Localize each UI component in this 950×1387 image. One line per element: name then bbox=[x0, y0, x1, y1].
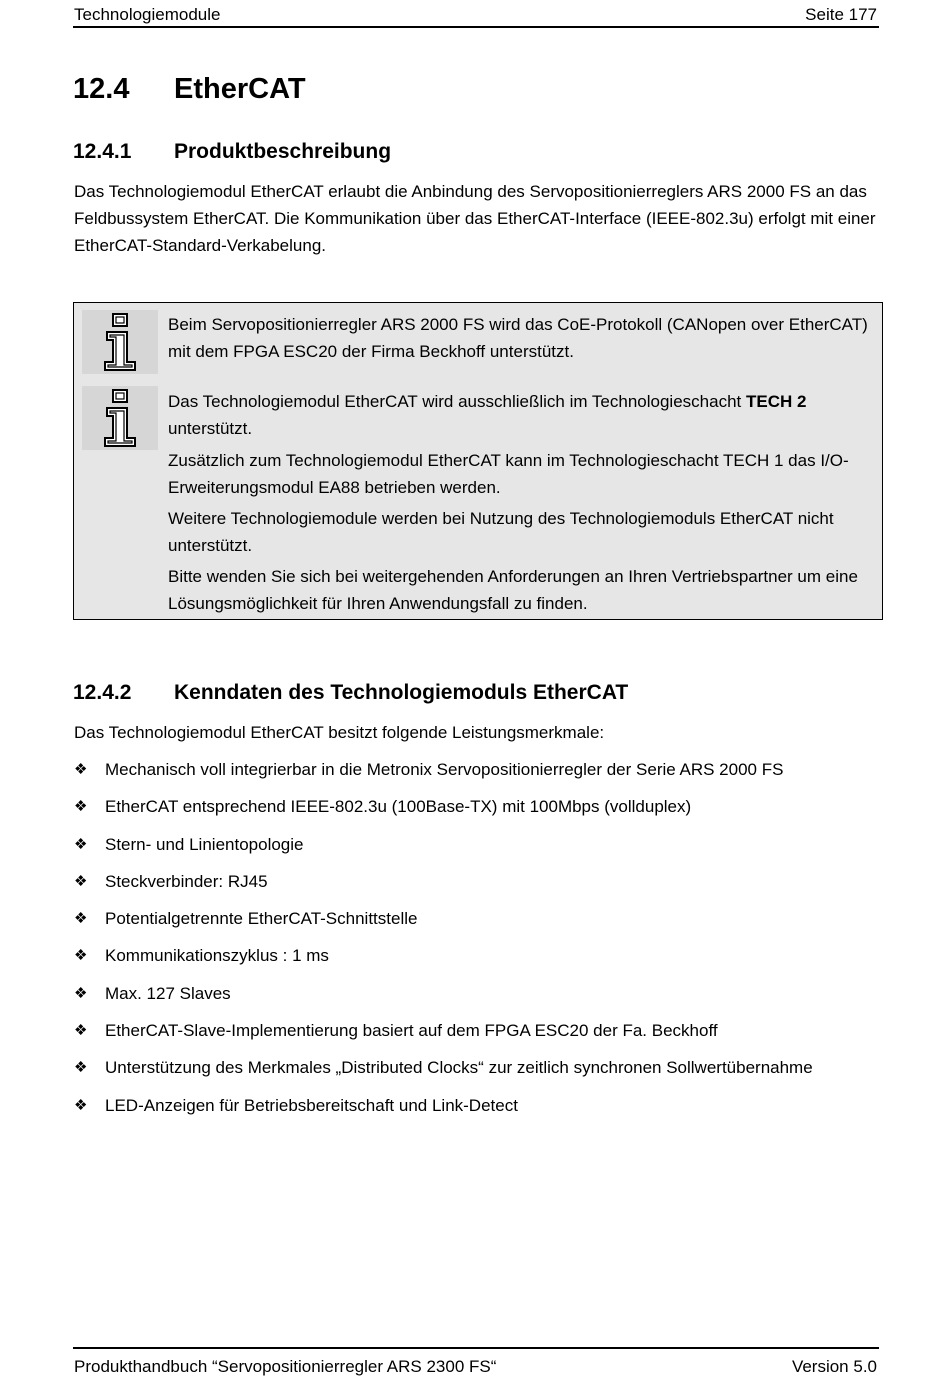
feature-list bbox=[74, 758, 874, 1131]
info-note-tech2-slot bbox=[168, 388, 874, 442]
bullet-icon: ❖ bbox=[74, 984, 88, 1002]
subsection-number: 12.4.1 bbox=[73, 140, 132, 163]
bullet-icon: ❖ bbox=[74, 872, 88, 890]
info-box bbox=[73, 302, 883, 620]
bullet-icon: ❖ bbox=[74, 761, 88, 778]
info-note-tech2-text: Das Technologiemodul EtherCAT wird ausschließlich im Technologieschacht bbox=[168, 392, 746, 411]
list-item-text: Max. 127 Slaves bbox=[105, 983, 231, 1003]
header-chapter-title: Technologiemodule bbox=[74, 5, 221, 24]
list-item bbox=[74, 1094, 874, 1131]
product-description-paragraph: Das Technologiemodul EtherCAT erlaubt die Anbindung des Servopositionierreglers ARS 2000 FS an das Feldbussystem EtherCAT. Die Kommunikation über das EtherCAT-Interface (IEEE-802.3u) erfolgt mit einer EtherCAT-Standard-Verkabelung. bbox=[74, 182, 876, 255]
bullet-icon: ❖ bbox=[74, 1022, 88, 1040]
bullet-icon: ❖ bbox=[74, 835, 88, 853]
bullet-icon: ❖ bbox=[74, 1059, 88, 1077]
section-title: EtherCAT bbox=[174, 73, 306, 105]
subsection-title: Produktbeschreibung bbox=[174, 140, 392, 163]
bullet-icon: ❖ bbox=[74, 798, 88, 816]
bullet-icon: ❖ bbox=[74, 1096, 88, 1114]
list-item-text: Unterstützung des Merkmales „Distributed Clocks“ zur zeitlich synchronen Sollwertübernahme bbox=[105, 1058, 813, 1078]
page-footer bbox=[73, 1347, 879, 1375]
list-item-text: Kommunikationszyklus : 1 ms bbox=[105, 946, 329, 966]
list-item bbox=[74, 1056, 874, 1093]
list-item-text: Steckverbinder: RJ45 bbox=[105, 871, 268, 891]
list-item bbox=[74, 795, 874, 832]
bullet-icon: ❖ bbox=[74, 947, 88, 965]
info-note-coe-protocol: Beim Servopositionierregler ARS 2000 FS wird das CoE-Protokoll (CANopen over EtherCAT) mit dem FPGA ESC20 der Firma Beckhoff unterstützt. bbox=[168, 315, 868, 361]
footer-version: Version 5.0 bbox=[791, 1357, 877, 1376]
subsection-number: 12.4.2 bbox=[73, 681, 132, 704]
info-icon bbox=[82, 386, 158, 450]
section-number: 12.4 bbox=[73, 73, 130, 105]
list-item-text: LED-Anzeigen für Betriebsbereitschaft und Link-Detect bbox=[105, 1095, 518, 1115]
specifications-intro: Das Technologiemodul EtherCAT besitzt folgende Leistungsmerkmale: bbox=[74, 723, 605, 742]
list-item bbox=[74, 1019, 874, 1056]
list-item bbox=[74, 833, 874, 870]
list-item-text: Stern- und Linientopologie bbox=[105, 834, 304, 854]
footer-document-title: Produkthandbuch “Servopositionierregler ARS 2300 FS“ bbox=[74, 1357, 497, 1376]
info-note-contact-partner: Bitte wenden Sie sich bei weitergehenden Anforderungen an Ihren Vertriebspartner um eine Lösungsmöglichkeit für Ihren Anwendungsfall zu finden. bbox=[168, 567, 858, 613]
page-header bbox=[73, 4, 879, 28]
info-note-other-modules: Weitere Technologiemodule werden bei Nutzung des Technologiemoduls EtherCAT nicht unterstützt. bbox=[168, 509, 834, 555]
list-item-text: EtherCAT-Slave-Implementierung basiert auf dem FPGA ESC20 der Fa. Beckhoff bbox=[105, 1021, 718, 1041]
subsection-title: Kenndaten des Technologiemoduls EtherCAT bbox=[174, 681, 629, 704]
list-item-text: Mechanisch voll integrierbar in die Metronix Servopositionierregler der Serie ARS 2000 FS bbox=[105, 760, 784, 779]
info-note-tech2-bold: TECH 2 bbox=[745, 392, 807, 411]
bullet-icon: ❖ bbox=[74, 910, 88, 928]
list-item bbox=[74, 758, 874, 795]
list-item-text: Potentialgetrennte EtherCAT-Schnittstelle bbox=[105, 909, 418, 929]
info-note-tech1-slot: Zusätzlich zum Technologiemodul EtherCAT kann im Technologieschacht TECH 1 das I/O-Erweiterungsmodul EA88 betrieben werden. bbox=[168, 451, 849, 497]
list-item-text: EtherCAT entsprechend IEEE-802.3u (100Base-TX) mit 100Mbps (vollduplex) bbox=[105, 797, 692, 817]
list-item bbox=[74, 982, 874, 1019]
header-page-number: Seite 177 bbox=[805, 5, 877, 24]
info-icon bbox=[82, 310, 158, 374]
list-item bbox=[74, 870, 874, 907]
info-note-tech2-text-end: unterstützt. bbox=[168, 419, 253, 438]
list-item bbox=[74, 907, 874, 944]
list-item bbox=[74, 944, 874, 981]
